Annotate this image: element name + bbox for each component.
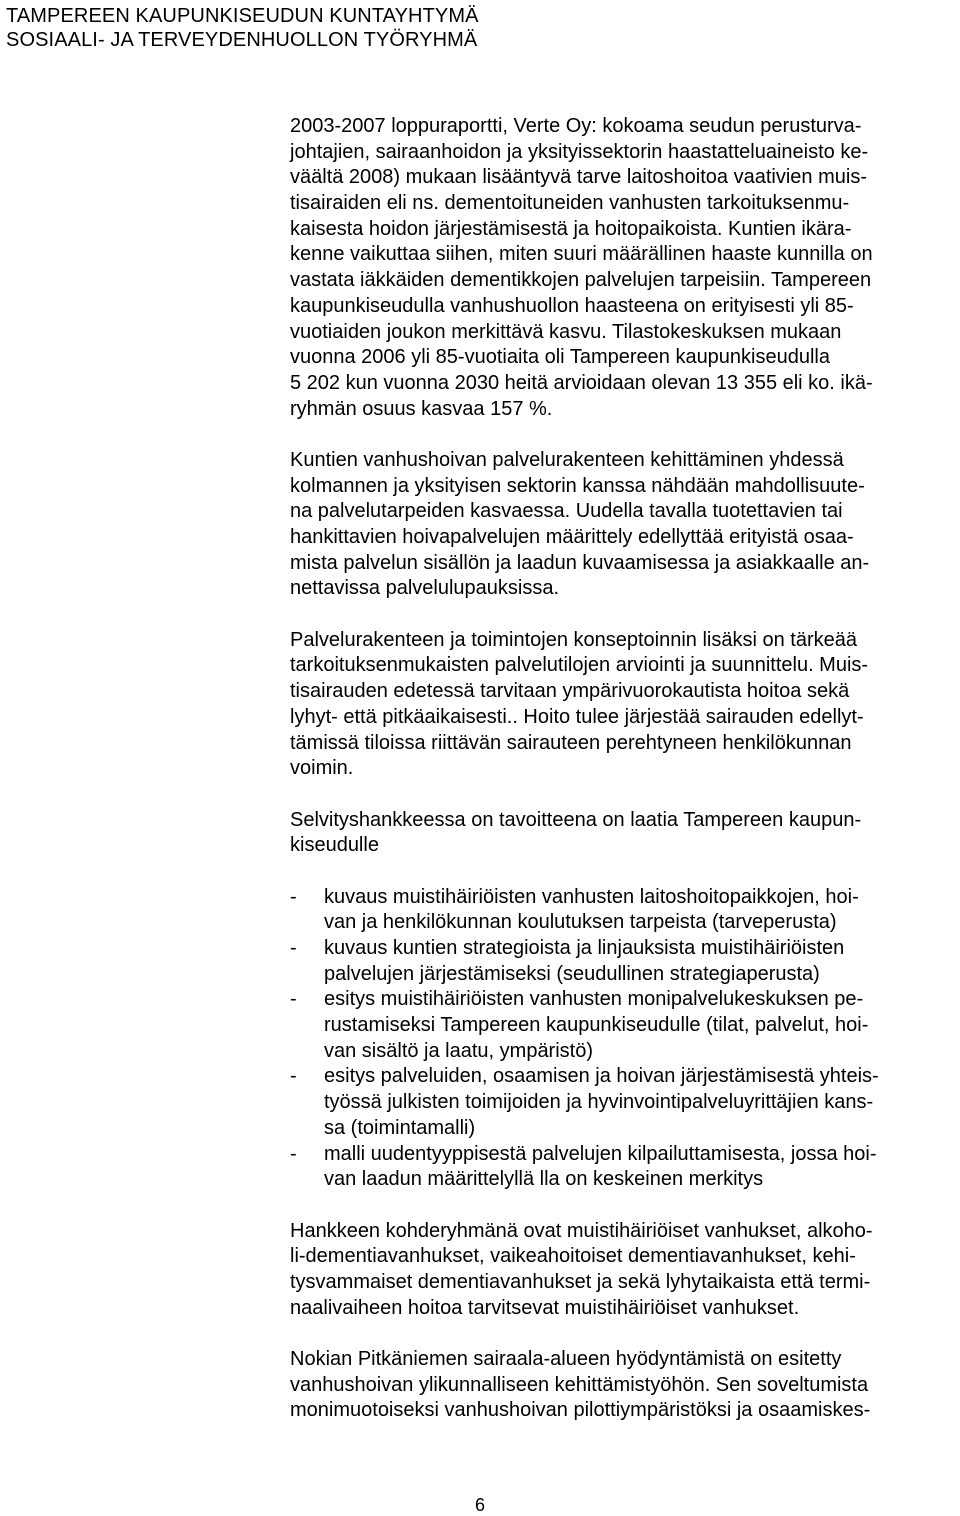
text-line: tarkoituksenmukaisten palvelutilojen arviointi ja suunnittelu. Muis-	[290, 654, 869, 677]
objectives-list	[290, 885, 948, 1193]
text-line: väältä 2008) mukaan lisääntyvä tarve laitoshoitoa vaativien muis-	[290, 166, 867, 189]
header-organization: TAMPEREEN KAUPUNKISEUDUN KUNTAYHTYMÄ	[6, 5, 479, 27]
paragraph	[290, 628, 948, 782]
text-line: van sisältö ja laatu, ympäristö)	[324, 1039, 594, 1062]
text-line: työssä julkisten toimijoiden ja hyvinvointipalveluyrittäjien kans-	[324, 1091, 874, 1114]
text-line: vanhushoivan ylikunnalliseen kehittämistyöhön. Sen soveltumista	[290, 1373, 869, 1396]
text-line: na palvelutarpeiden kasvaessa. Uudella tavalla tuotettavien tai	[290, 500, 843, 523]
text-line: vastata iäkkäiden dementikkojen palvelujen tarpeisiin. Tampereen	[290, 269, 872, 292]
text-line: kaisesta hoidon järjestämisestä ja hoitopaikoista. Kuntien ikära-	[290, 217, 852, 240]
text-line: mista palvelun sisällön ja laadun kuvaamisessa ja asiakkaalle an-	[290, 551, 870, 574]
header-working-group: SOSIAALI- JA TERVEYDENHUOLLON TYÖRYHMÄ	[6, 29, 478, 51]
text-line: lyhyt- että pitkäaikaisesti.. Hoito tulee järjestää sairauden edellyt-	[290, 705, 864, 728]
text-line: tisairaiden eli ns. dementoituneiden vanhusten tarkoituksenmu-	[290, 192, 850, 215]
text-line: nettavissa palvelulupauksissa.	[290, 577, 560, 600]
page-number	[0, 1494, 960, 1516]
paragraph	[290, 1347, 948, 1424]
text-line: hankittavien hoivapalvelujen määrittely edellyttää erityistä osaa-	[290, 526, 854, 548]
text-line: malli uudentyyppisestä palvelujen kilpailuttamisesta, jossa hoi-	[324, 1142, 877, 1165]
text-line: Hankkeen kohderyhmänä ovat muistihäiriöiset vanhukset, alkoho-	[290, 1219, 873, 1242]
text-line: li-dementiavanhukset, vaikeahoitoiset dementiavanhukset, kehi-	[290, 1245, 856, 1268]
list-bullet: -	[290, 1065, 297, 1088]
list-item	[290, 1064, 948, 1141]
text-line: esitys palveluiden, osaamisen ja hoivan järjestämisestä yhteis-	[324, 1065, 879, 1088]
text-line: tisairauden edetessä tarvitaan ympärivuorokautista hoitoa sekä	[290, 680, 850, 703]
text-line: Kuntien vanhushoivan palvelurakenteen kehittäminen yhdessä	[290, 448, 844, 471]
text-line: johtajien, sairaanhoidon ja yksityissektorin haastatteluaineisto ke-	[290, 140, 869, 163]
text-line: ryhmän osuus kasvaa 157 %.	[290, 397, 553, 420]
paragraph	[290, 808, 948, 859]
text-line: van ja henkilökunnan koulutuksen tarpeista (tarveperusta)	[324, 911, 837, 934]
text-line: monimuotoiseksi vanhushoivan pilottiympäristöksi ja osaamiskes-	[290, 1399, 871, 1422]
list-bullet: -	[290, 885, 297, 908]
text-line: voimin.	[290, 757, 354, 780]
text-line: Selvityshankkeessa on tavoitteena on laatia Tampereen kaupun-	[290, 808, 862, 831]
document-body	[290, 114, 948, 1424]
list-bullet: -	[290, 1142, 297, 1165]
text-line: 5 202 kun vuonna 2030 heitä arvioidaan olevan 13 355 eli ko. ikä-	[290, 371, 873, 394]
text-line: kuvaus kuntien strategioista ja linjauksista muistihäiriöisten	[324, 937, 845, 959]
text-line: vuotiaiden joukon merkittävä kasvu. Tilastokeskuksen mukaan	[290, 320, 842, 343]
text-line: palvelujen järjestämiseksi (seudullinen strategiaperusta)	[324, 962, 820, 985]
text-line: kiseudulle	[290, 834, 379, 857]
list-item	[290, 936, 948, 987]
paragraph	[290, 114, 948, 422]
text-line: Nokian Pitkäniemen sairaala-alueen hyödyntämistä on esitetty	[290, 1348, 842, 1370]
text-line: naalivaiheen hoitoa tarvitsevat muistihäiriöiset vanhukset.	[290, 1296, 800, 1319]
text-line: sa (toimintamalli)	[324, 1116, 476, 1139]
text-line: esitys muistihäiriöisten vanhusten monipalvelukeskuksen pe-	[324, 988, 864, 1011]
text-line: rustamiseksi Tampereen kaupunkiseudulle (tilat, palvelut, hoi-	[324, 1014, 869, 1037]
text-line: kaupunkiseudulla vanhushuollon haasteena on erityisesti yli 85-	[290, 294, 854, 317]
list-bullet: -	[290, 937, 297, 959]
text-line: vuonna 2006 yli 85-vuotiaita oli Tampereen kaupunkiseudulla	[290, 346, 830, 369]
text-line: kuvaus muistihäiriöisten vanhusten laitoshoitopaikkojen, hoi-	[324, 885, 859, 908]
text-line: tysvammaiset dementiavanhukset ja sekä lyhytaikaista että termi-	[290, 1270, 871, 1293]
list-item	[290, 1142, 948, 1193]
text-line: tämissä tiloissa riittävän sairauteen perehtyneen henkilökunnan	[290, 731, 852, 754]
page-number-text: 6	[474, 1495, 485, 1515]
paragraph	[290, 1219, 948, 1322]
text-line: Palvelurakenteen ja toimintojen konseptoinnin lisäksi on tärkeää	[290, 628, 858, 651]
list-item	[290, 885, 948, 936]
text-line: kolmannen ja yksityisen sektorin kanssa nähdään mahdollisuute-	[290, 474, 865, 497]
list-bullet: -	[290, 988, 297, 1011]
paragraph	[290, 448, 948, 602]
list-item	[290, 987, 948, 1064]
text-line: van laadun määrittelyllä lla on keskeinen merkitys	[324, 1168, 764, 1191]
text-line: 2003-2007 loppuraportti, Verte Oy: kokoama seudun perusturva-	[290, 115, 862, 137]
document-header	[6, 4, 479, 52]
text-line: kenne vaikuttaa siihen, miten suuri määrällinen haaste kunnilla on	[290, 243, 873, 266]
